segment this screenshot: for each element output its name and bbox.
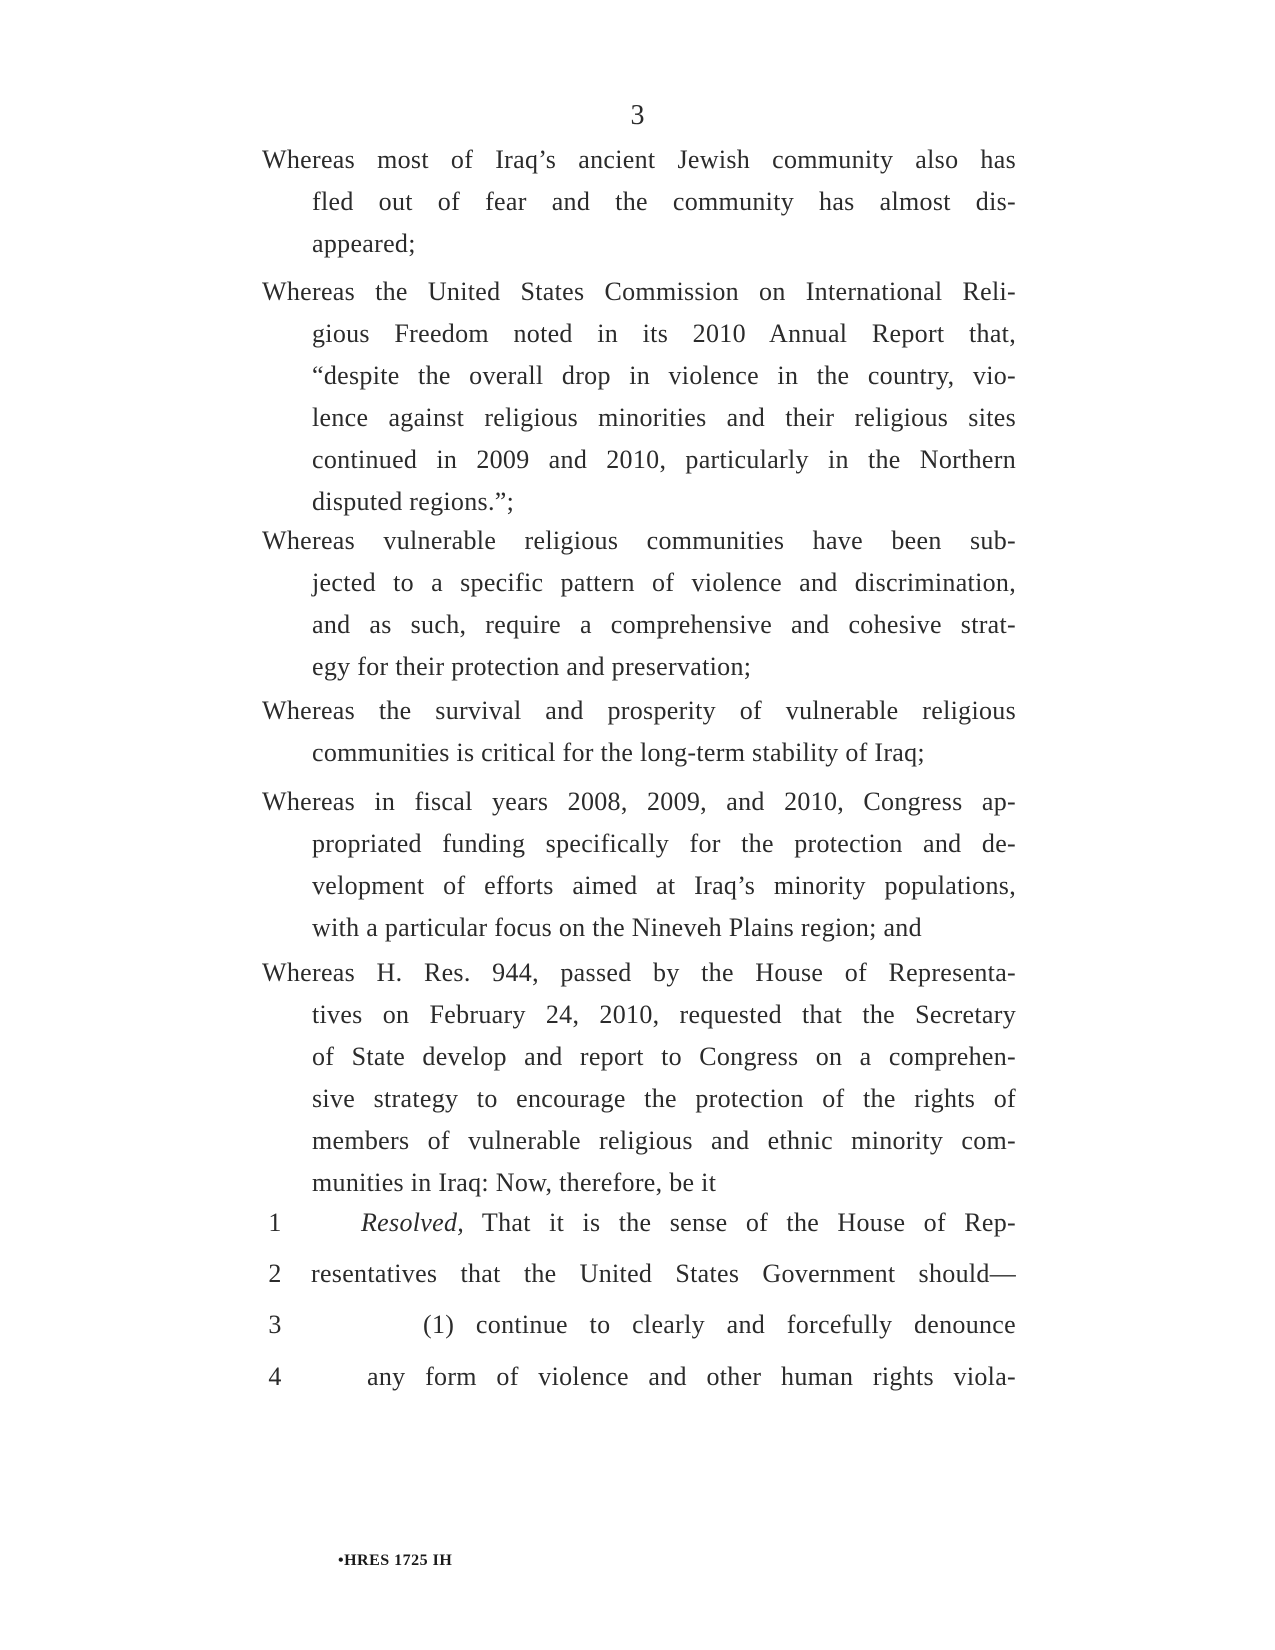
line-number: 4 <box>268 1362 282 1391</box>
clause-line: with a particular focus on the Nineveh Plains region; and <box>312 913 922 942</box>
resolved-text: (1) continue to clearly and forcefully denounce <box>423 1310 1016 1339</box>
clause-line: egy for their protection and preservation; <box>312 652 752 681</box>
clause-line: Whereas the survival and prosperity of vulnerable religious <box>262 696 1016 725</box>
resolved-text <box>361 1202 1016 1244</box>
clause-line: “despite the overall drop in violence in the country, vio- <box>312 361 1016 390</box>
resolved-text: resentatives that the United States Government should— <box>311 1259 1016 1288</box>
clause-line: members of vulnerable religious and ethnic minority com- <box>312 1126 1016 1155</box>
clause-line: munities in Iraq: Now, therefore, be it <box>312 1168 717 1197</box>
resolved-text: any form of violence and other human rights viola- <box>367 1362 1016 1391</box>
clause-line: sive strategy to encourage the protection of the rights of <box>312 1084 1016 1113</box>
clause-line: fled out of fear and the community has almost dis- <box>312 187 1016 216</box>
resolved-line-1 <box>262 1202 1016 1244</box>
clause-line: communities is critical for the long-term stability of Iraq; <box>312 738 925 767</box>
resolved-line-2 <box>262 1253 1016 1295</box>
clause-line: and as such, require a comprehensive and cohesive strat- <box>312 610 1016 639</box>
clause-line: Whereas most of Iraq’s ancient Jewish community also has <box>262 145 1016 174</box>
clause-line: Whereas in fiscal years 2008, 2009, and 2010, Congress ap- <box>262 787 1016 816</box>
clause-line: disputed regions.”; <box>312 487 515 516</box>
clause-line: Whereas vulnerable religious communities have been sub- <box>262 526 1016 555</box>
footer-bill-id: •HRES 1725 IH <box>338 1552 453 1569</box>
clause-line: tives on February 24, 2010, requested that the Secretary <box>312 1000 1016 1029</box>
resolved-line-3 <box>262 1304 1016 1346</box>
line-number: 3 <box>268 1310 282 1339</box>
clause-line: gious Freedom noted in its 2010 Annual Report that, <box>312 319 1016 348</box>
whereas-clause-jewish-community <box>262 139 1016 265</box>
clause-line: appeared; <box>312 229 416 258</box>
page-number: 3 <box>630 100 645 131</box>
whereas-clause-survival-prosperity <box>262 690 1016 774</box>
resolved-line-4 <box>262 1356 1016 1398</box>
clause-line: Whereas the United States Commission on International Reli- <box>262 277 1016 306</box>
clause-line: of State develop and report to Congress on a comprehen- <box>312 1042 1016 1071</box>
resolved-text-rest: That it is the sense of the House of Rep- <box>464 1208 1016 1237</box>
whereas-clause-h-res-944 <box>262 952 1016 1204</box>
line-number: 2 <box>268 1259 282 1288</box>
line-number: 1 <box>268 1208 282 1237</box>
whereas-clause-vulnerable-communities <box>262 520 1016 688</box>
clause-line: propriated funding specifically for the protection and de- <box>312 829 1016 858</box>
whereas-clause-uscirf-report <box>262 271 1016 523</box>
whereas-clause-fiscal-funding <box>262 781 1016 949</box>
clause-line: Whereas H. Res. 944, passed by the House of Representa- <box>262 958 1016 987</box>
resolved-italic: Resolved, <box>361 1208 465 1237</box>
clause-line: continued in 2009 and 2010, particularly in the Northern <box>312 445 1016 474</box>
clause-line: velopment of efforts aimed at Iraq’s minority populations, <box>312 871 1016 900</box>
clause-line: jected to a specific pattern of violence and discrimination, <box>312 568 1016 597</box>
clause-line: lence against religious minorities and their religious sites <box>312 403 1016 432</box>
